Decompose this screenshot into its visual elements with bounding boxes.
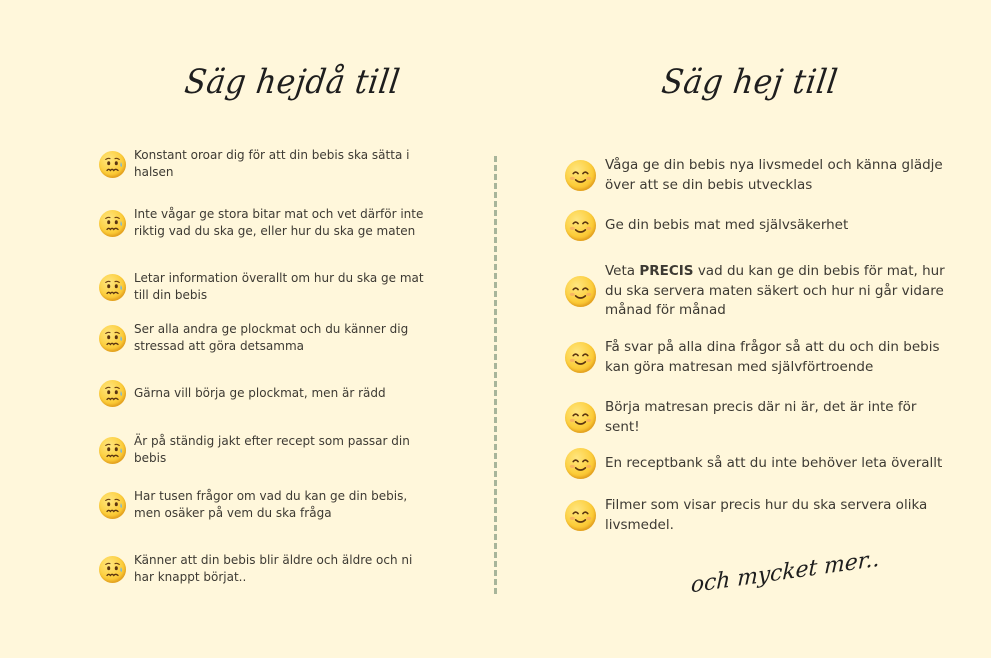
list-item-text: Är på ständig jakt efter recept som passar din bebis: [134, 434, 410, 466]
worried-face-icon: [99, 437, 126, 464]
list-item: [99, 270, 429, 305]
list-item-text: En receptbank så att du inte behöver leta överallt: [605, 454, 943, 471]
list-item: [565, 156, 945, 195]
list-item: [565, 210, 945, 241]
list-item: [99, 552, 429, 587]
list-item: [565, 338, 945, 377]
list-item: [99, 206, 429, 241]
footer-note: och mycket mer..: [690, 546, 881, 599]
worried-face-icon: [99, 492, 126, 519]
right-heading: Säg hej till: [659, 62, 841, 102]
worried-face-icon: [99, 556, 126, 583]
worried-face-icon: [99, 151, 126, 178]
list-item-text: Våga ge din bebis nya livsmedel och känna glädje över att se din bebis utvecklas: [605, 157, 943, 193]
list-item-text: Få svar på alla dina frågor så att du och din bebis kan göra matresan med självförtroende: [605, 339, 940, 375]
worried-face-icon: [99, 274, 126, 301]
list-item-text: Ge din bebis mat med självsäkerhet: [605, 216, 849, 233]
list-item: [565, 262, 945, 321]
list-item: [99, 147, 429, 182]
worried-face-icon: [99, 325, 126, 352]
list-item: [565, 448, 945, 479]
list-item: [565, 496, 945, 535]
list-item: [99, 380, 429, 407]
list-item-text: Inte vågar ge stora bitar mat och vet därför inte riktig vad du ska ge, eller hur du ska ge maten: [134, 207, 424, 239]
list-item-text: Gärna vill börja ge plockmat, men är rädd: [134, 385, 386, 400]
column-divider: [494, 156, 497, 594]
list-item-text: Veta PRECIS vad du kan ge din bebis för mat, hur du ska servera maten säkert och hur ni går vidare månad för månad: [605, 263, 945, 319]
list-item-text: Har tusen frågor om vad du kan ge din bebis, men osäker på vem du ska fråga: [134, 489, 408, 521]
smiling-face-icon: [565, 342, 596, 373]
left-heading: Säg hejdå till: [182, 62, 403, 102]
list-item: [99, 321, 429, 356]
smiling-face-icon: [565, 160, 596, 191]
list-item-text: Filmer som visar precis hur du ska servera olika livsmedel.: [605, 497, 928, 533]
list-item: [99, 488, 429, 523]
smiling-face-icon: [565, 276, 596, 307]
list-item-text: Konstant oroar dig för att din bebis ska sätta i halsen: [134, 148, 410, 180]
smiling-face-icon: [565, 448, 596, 479]
worried-face-icon: [99, 380, 126, 407]
worried-face-icon: [99, 210, 126, 237]
list-item-text: Ser alla andra ge plockmat och du känner dig stressad att göra detsamma: [134, 322, 409, 354]
smiling-face-icon: [565, 500, 596, 531]
emphasis-text: PRECIS: [639, 263, 694, 279]
smiling-face-icon: [565, 210, 596, 241]
list-item: [565, 398, 945, 437]
list-item-text: Börja matresan precis där ni är, det är inte för sent!: [605, 399, 917, 435]
list-item-text: Letar information överallt om hur du ska ge mat till din bebis: [134, 271, 424, 303]
list-item: [99, 433, 429, 468]
list-item-text: Känner att din bebis blir äldre och äldre och ni har knappt börjat..: [134, 553, 413, 585]
smiling-face-icon: [565, 402, 596, 433]
